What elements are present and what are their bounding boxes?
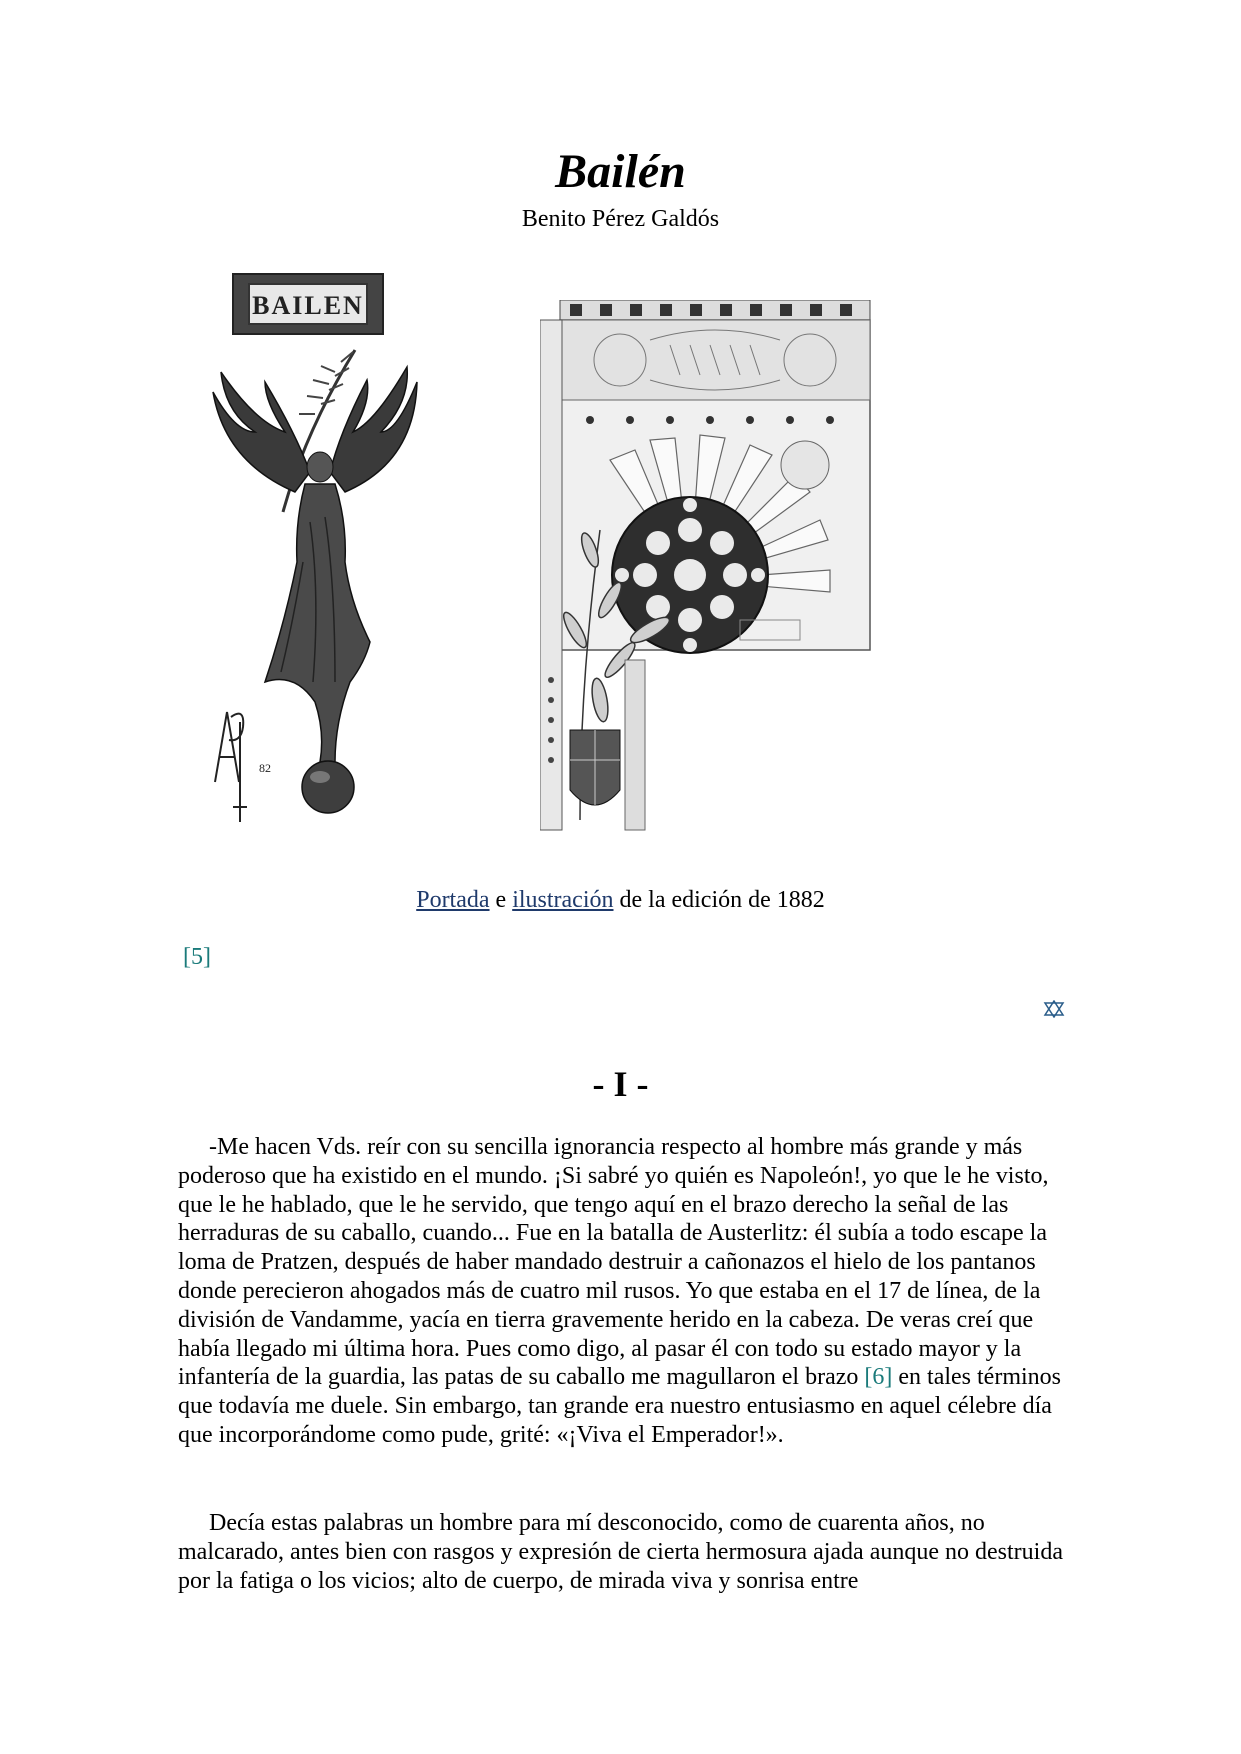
footnote-link[interactable]: [6] [864, 1364, 893, 1391]
page-reference[interactable]: [5] [183, 944, 211, 970]
figure-caption [0, 885, 1241, 915]
monogram-date: 82 [259, 761, 271, 775]
plaque-text: BAILEN [252, 291, 364, 320]
arabesque-arch-illustration [540, 300, 880, 840]
paragraph-1 [178, 1133, 1068, 1450]
paragraph-2: Decía estas palabras un hombre para mí desconocido, como de cuarenta años, no malcarado, antes bien con rasgos y expresión de cierta hermosura ajada aunque no destruida por la fatiga o los vicios; alto de cuerpo, de mirada viva y sonrisa entre [178, 1510, 1063, 1594]
paragraph-1-text-a: -Me hacen Vds. reír con su sencilla ignorancia respecto al hombre más grande y más poderoso que ha existido en el mundo. ¡Si sabré yo quién es Napoleón!, yo que le he visto, que le he hablado, que le he servido, que tengo aquí en el brazo derecho la señal de las herraduras de su caballo, cuando... Fue en la batalla de Austerlitz: él subía a todo escape la loma de Pratzen, después de haber mandado destruir a cañonazos el hielo de los pantanos donde perecieron ahogados más de cuatro mil rusos. Yo que estaba en el 17 de línea, de la división de Vandamme, yacía en tierra gravemente herido en la cabeza. De veras creí que había llegado mi última hora. Pues como digo, al pasar él con todo su estado mayor y la infantería de la guardia, las patas de su caballo me magullaron el brazo [178, 1134, 1049, 1391]
star-of-david-icon[interactable] [1043, 1000, 1065, 1018]
caption-conjunction: e [489, 887, 513, 913]
ilustracion-link[interactable]: ilustración [512, 887, 614, 913]
caption-rest: de la edición de 1882 [613, 887, 825, 913]
book-title: Bailén [555, 145, 686, 198]
portada-link[interactable]: Portada [416, 887, 490, 913]
chapter-heading: - I - [592, 1064, 649, 1104]
artist-monogram [215, 712, 247, 822]
paragraph-1-text-b: en tales términos que todavía me duele. Sin embargo, tan grande era nuestro entusiasmo en aquel célebre día que incorporándome como pude, grité: «¡Viva el Emperador!». [178, 1364, 1061, 1448]
winged-victory-illustration [185, 262, 485, 837]
book-author: Benito Pérez Galdós [521, 206, 720, 232]
